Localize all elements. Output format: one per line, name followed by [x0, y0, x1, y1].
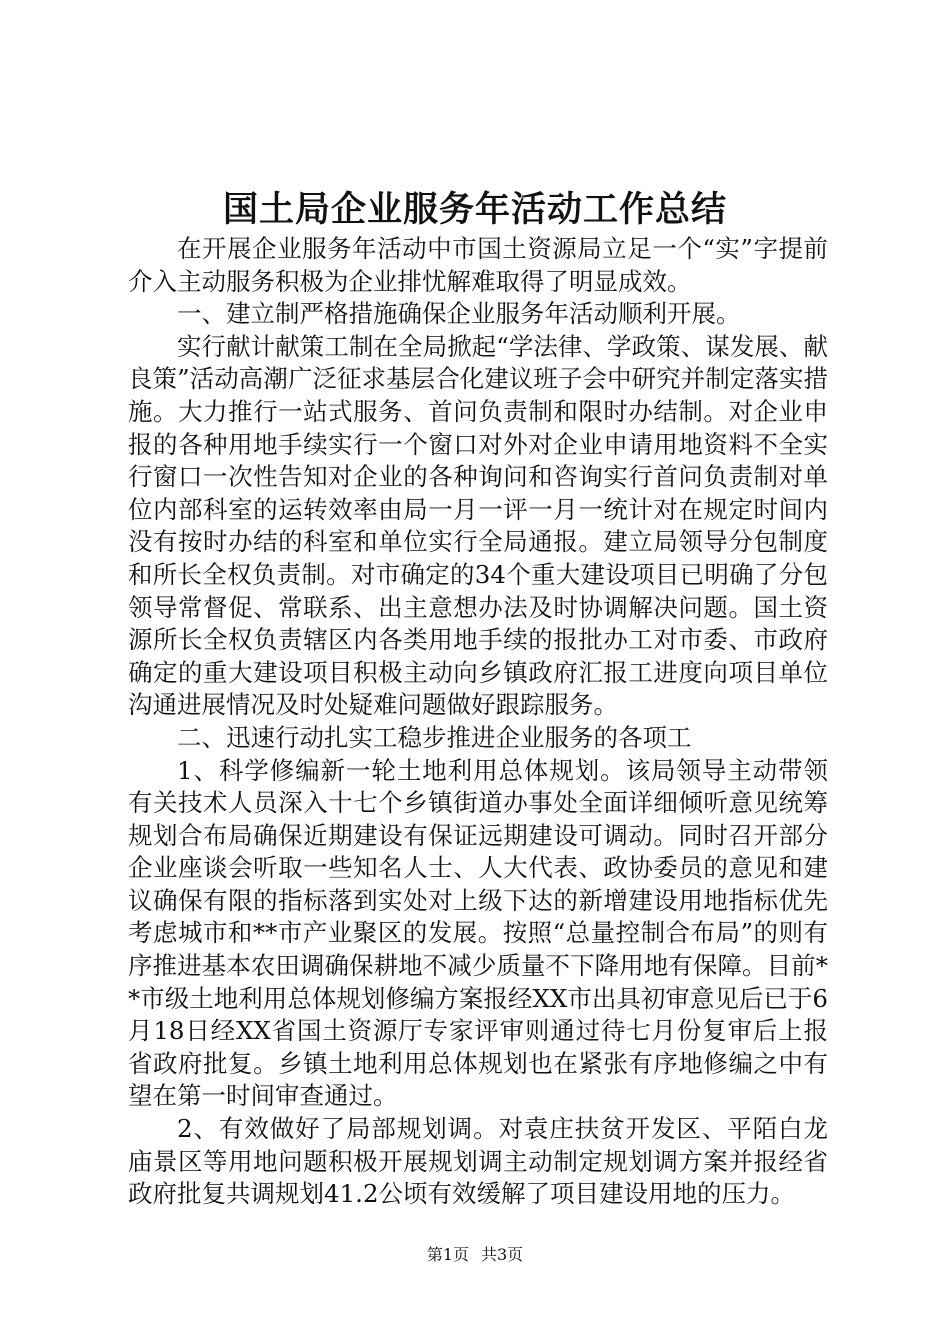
- paragraph-section-1: 实行献计献策工制在全局掀起“学法律、学政策、谋发展、献良策”活动高潮广泛征求基层合化建议班子会中研究并制定落实措施。大力推行一站式服务、首问负责制和限时办结制。对企业申报的各种用地手续实行一个窗口对外对企业申请用地资料不全实行窗口一次性告知对企业的各种询问和咨询实行首问负责制对单位内部科室的运转效率由局一月一评一月一统计对在规定时间内没有按时办结的科室和单位实行全局通报。建立局领导分包制度和所长全权负责制。对市确定的34个重大建设项目已明确了分包领导常督促、常联系、出主意想办法及时协调解决问题。国土资源所长全权负责辖区内各类用地手续的报批办工对市委、市政府确定的重大建设项目积极主动向乡镇政府汇报工进度向项目单位沟通进展情况及时处疑难问题做好跟踪服务。: [128, 331, 828, 720]
- document-title: 国土局企业服务年活动工作总结: [222, 189, 727, 230]
- heading-section-2: 二、迅速行动扎实工稳步推进企业服务的各项工: [177, 722, 692, 752]
- page-total: 共3页: [481, 1245, 524, 1264]
- paragraph-item-2: 2、有效做好了局部规划调。对袁庄扶贫开发区、平陌白龙庙景区等用地问题积极开展规划调主动制定规划调方案并报经省政府批复共调规划41.2公顷有效缓解了项目建设用地的压力。: [128, 1114, 828, 1209]
- paragraph-item-1: 1、科学修编新一轮土地利用总体规划。该局领导主动带领有关技术人员深入十七个乡镇街道办事处全面详细倾听意见统筹规划合布局确保近期建设有保证远期建设可调动。同时召开部分企业座谈会听取一些知名人士、人大代表、政协委员的意见和建议确保有限的指标落到实处对上级下达的新增建设用地指标优先考虑城市和**市产业聚区的发展。按照“总量控制合布局”的则有序推进基本农田调确保耕地不减少质量不下降用地有保障。目前**市级土地利用总体规划修编方案报经XX市出具初审意见后已于6月18日经XX省国土资源厅专家评审则通过待七月份复审后上报省政府批复。乡镇土地利用总体规划也在紧张有序地修编之中有望在第一时间审查通过。: [128, 755, 828, 1111]
- page-footer: [0, 1244, 950, 1266]
- heading-section-1: 一、建立制严格措施确保企业服务年活动顺利开展。: [177, 299, 741, 329]
- document-body: [128, 233, 828, 1211]
- paragraph-intro: 在开展企业服务年活动中市国土资源局立足一个“实”字提前介入主动服务积极为企业排忧解难取得了明显成效。: [128, 234, 828, 296]
- page-number: 第1页: [426, 1245, 469, 1264]
